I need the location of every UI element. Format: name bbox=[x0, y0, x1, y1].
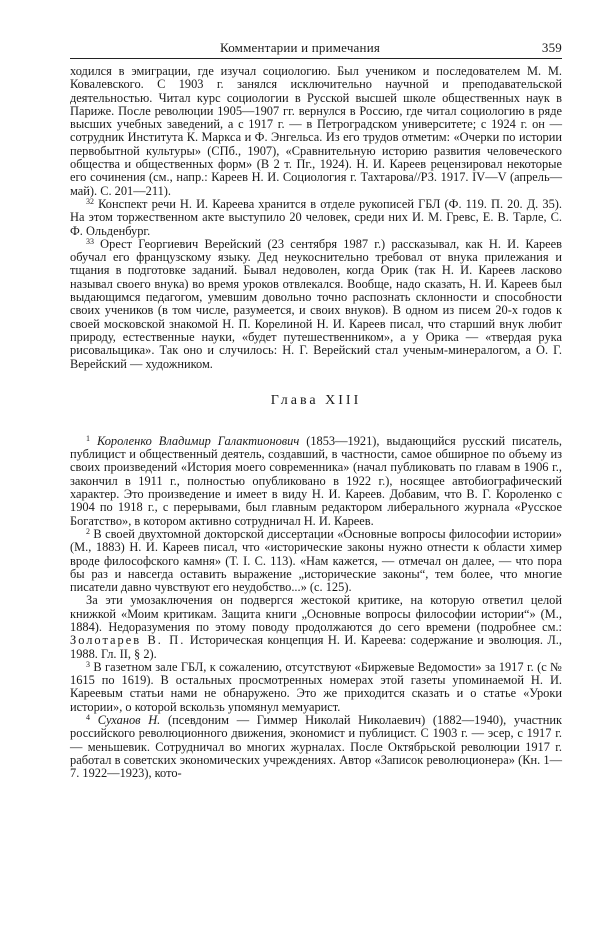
note-number: 2 bbox=[86, 526, 90, 536]
note-text: Конспект речи Н. И. Кареева хранится в отделе рукописей ГБЛ (Ф. 119. П. 20. Д. 35). На этом торжественном акте выступило 20 человек, среди них И. М. Гревс, Е. В. Тарле, С. Ф. Ольденбург. bbox=[70, 196, 562, 238]
note-number: 1 bbox=[86, 433, 90, 443]
note-text: В своей двухтомной докторской диссертации «Основные вопросы философии истории» (М., 1883) Н. И. Кареев писал, что «исторические законы нужно отнести к области химер вроде философского камня» (Т. I. С. 113). «Нам кажется, — отмечал он далее, — что пора бы раз и навсегда оставить выражение „исторические законы“, тем более, что многие писатели давно чувствуют его неудобство...» (с. 125). bbox=[70, 526, 562, 595]
note-author: Короленко Владимир Галактионович bbox=[96, 433, 300, 448]
note-text: Орест Георгиевич Верейский (23 сентября 1987 г.) рассказывал, как Н. И. Кареев обучал его французскому языку. Дед неукоснительно требовал от внука прилежания и тщания в подготовке заданий. Бывал недоволен, когда Орик (так Н. И. Кареев ласково называл своего внука) во время уроков отвлекался. Вообще, надо сказать, Н. И. Кареев был выдающимся педагогом, умевшим довольно точно распознать склонности и способности своих учеников (в том числе, разумеется, и своих внуков). В одном из писем 20-х годов к своей московской знакомой Н. П. Корелиной Н. И. Кареев писал, что старший внук любит природу, естественные науки, «будет путешественником», а у Орика — «твердая рука рисовальщика». Так оно и случилось: Н. Г. Верейский стал ученым-минералогом, а О. Г. Верейский — художником. bbox=[70, 236, 562, 371]
note-text: (псевдоним — Гиммер Николай Николаевич) (1882—1940), участник российского революционного движения, экономист и публицист. С 1903 г. — эсер, с 1917 г. — меньшевик. Сотрудничал во многих журналах. После Октябрьской революции 1917 г. работал в советских экономических учреждениях. Автор «Записок революционера» (Кн. 1—7. 1922—1923), кото- bbox=[70, 713, 562, 781]
running-head bbox=[70, 38, 562, 59]
note-number: 3 bbox=[86, 659, 90, 669]
note-2-continuation bbox=[70, 594, 562, 660]
page-number: 359 bbox=[541, 40, 562, 55]
note-3 bbox=[70, 661, 562, 714]
note-text: Историческая концепция Н. И. Кареева: содержание и эволюция. Л., 1988. Гл. II, § 2). bbox=[70, 633, 562, 661]
note-2 bbox=[70, 528, 562, 594]
cited-author: Золотарев В. П. bbox=[70, 633, 186, 648]
note-31-continuation: ходился в эмиграции, где изучал социологию. Был учеником и последователем М. М. Ковалевского. С 1903 г. занялся исключительно научной и преподавательской деятельностью. Читал курс социологии в Русской высшей школе общественных наук в Париже. После революции 1905—1907 гг. вернулся в Россию, где читал социологию в ряде высших учебных заведений, а с 1917 г. — в Петроградском университете; с 1924 г. он — сотрудник Института К. Маркса и Ф. Энгельса. Из его трудов отметим: «Очерки по истории первобытной культуры» (СПб., 1907), «Сравнительную историю развития человеческого общества и общественных форм» (В 2 т. Пг., 1924). Н. И. Кареев рецензировал некоторые его сочинения (см., напр.: Кареев Н. И. Социология г. Тахтарова//РЗ. 1917. IV—V (апрель—май). С. 201—211). bbox=[70, 64, 562, 198]
note-1 bbox=[70, 435, 562, 528]
chapter-heading: Глава XIII bbox=[270, 392, 362, 408]
note-number: 33 bbox=[86, 236, 94, 246]
note-number: 32 bbox=[86, 196, 94, 206]
note-author: Суханов Н. bbox=[97, 713, 161, 728]
chapter-notes bbox=[70, 435, 562, 781]
note-4 bbox=[70, 714, 562, 780]
note-text: В газетном зале ГБЛ, к сожалению, отсутствуют «Биржевые Ведомости» за 1917 г. (с № 1615 по 1619). В остальных просмотренных номерах этой газеты упоминаемой Н. И. Кареевым статьи нами не обнаружено. Это же приходится сказать и о статье «Уроки истории», о которой вскользь упомянул мемуарист. bbox=[70, 659, 562, 714]
book-page bbox=[70, 38, 562, 781]
note-33 bbox=[70, 238, 562, 371]
note-number: 4 bbox=[86, 713, 90, 723]
running-title: Комментарии и примечания bbox=[220, 40, 381, 55]
notes-continuation bbox=[70, 65, 562, 371]
note-text: (1853—1921), выдающийся русский писатель, публицист и общественный деятель, создавший, в частности, самое обширное по объему из своих произведений «История моего современника» (начал публиковать по главам в 1906 г., закончил в 1911 г., полностью опубликовано в 1922 г.), носящее автобиографический характер. Это произведение и имеет в виду Н. И. Кареев. Добавим, что В. Г. Короленко с 1904 по 1918 г., с перерывами, был главным редактором либерального журнала «Русское Богатство», в котором активно сотрудничал Н. И. Кареев. bbox=[70, 433, 562, 528]
note-32 bbox=[70, 198, 562, 238]
note-text: За эти умозаключения он подвергся жестокой критике, на которую ответил целой книжкой «Моим критикам. Защита книги „Основные вопросы философии истории“» (М., 1884). Недоразумения по этому поводу продолжаются до сего времени (подробнее см.: bbox=[70, 593, 562, 634]
